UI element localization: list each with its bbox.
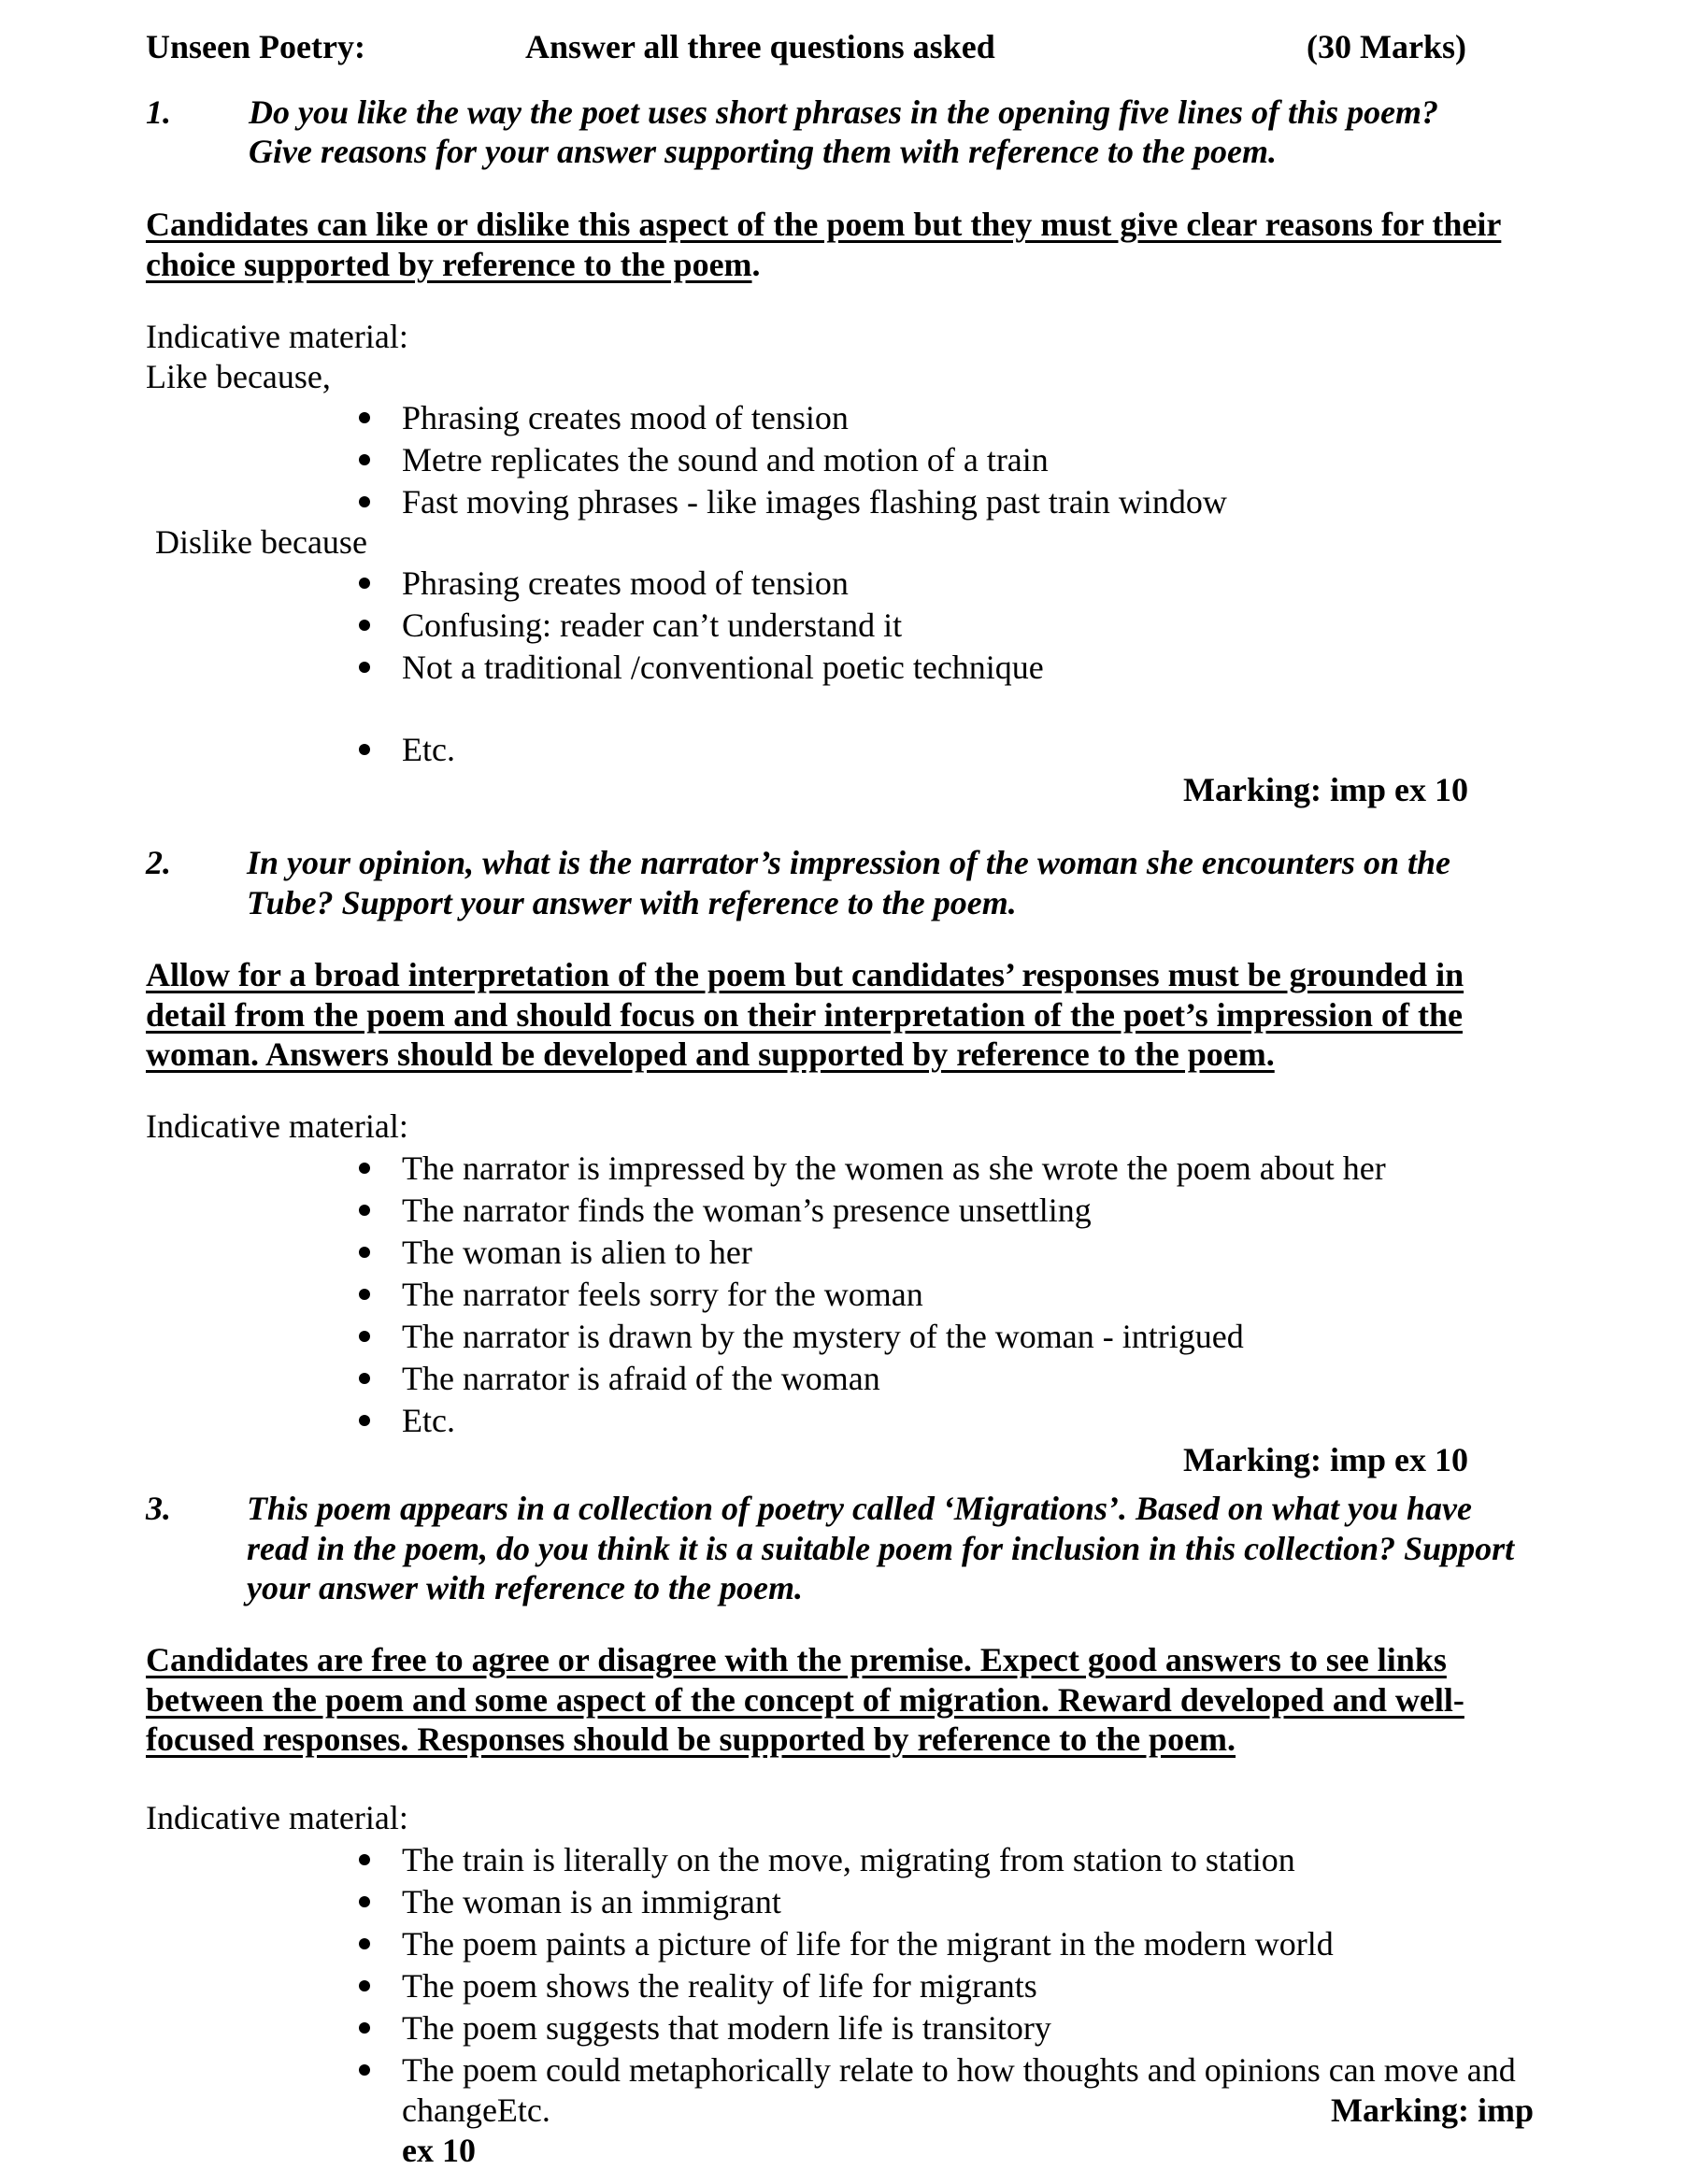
- bullet-icon: [359, 1415, 370, 1426]
- q1-dislike-label: Dislike because: [155, 523, 367, 561]
- bullet-icon: [359, 2022, 370, 2034]
- bullet-icon: [359, 744, 370, 755]
- bullet-icon: [359, 1373, 370, 1384]
- q3-question-line-2: read in the poem, do you think it is a suitable poem for inclusion in this collection? Support: [247, 1530, 1515, 1567]
- q2-guidance-line-3: woman. Answers should be developed and supported by reference to the poem.: [146, 1035, 1275, 1073]
- q3-marking-part-2: ex 10: [402, 2132, 476, 2169]
- q2-number: 2.: [146, 844, 171, 881]
- q1-guidance-line-2-text: choice supported by reference to the poem: [146, 246, 752, 283]
- bullet-icon: [359, 1247, 370, 1258]
- bullet-icon: [359, 1980, 370, 1991]
- q2-question-line-1: In your opinion, what is the narrator’s impression of the woman she encounters on the: [247, 844, 1450, 881]
- bullet-icon: [359, 1938, 370, 1949]
- q1-indicative-label: Indicative material:: [146, 318, 408, 355]
- bullet-icon: [359, 620, 370, 631]
- q3-question-line-1: This poem appears in a collection of poetry called ‘Migrations’. Based on what you have: [247, 1490, 1472, 1527]
- q1-like-label: Like because,: [146, 358, 331, 395]
- q3-guidance-line-1: Candidates are free to agree or disagree with the premise. Expect good answers to see links: [146, 1641, 1447, 1678]
- q1-guidance-line-2: [146, 244, 761, 285]
- bullet-icon: [359, 1854, 370, 1865]
- q3-number: 3.: [146, 1490, 171, 1527]
- q1-marking: Marking: imp ex 10: [1183, 771, 1468, 808]
- document-page: Unseen Poetry: Answer all three questions asked (30 Marks) 1. Do you like the way the poet uses short phrases in the opening five lines of this poem? Give reasons for your answer supporting them with reference to the poem. Candidates can like or dislike this aspect of the poem but they must give clear reasons for their choice supported by reference to the poem. Indicative material: Like because, Phrasing creates mood of tension Metre replicates the sound and motion of a train Fast moving phrases - like images flashing past train window Dislike because Phrasing creates mood of tension Confusing: reader can’t understand it Not a traditional /conventional poetic technique Etc. Marking: imp ex 10 2. In your opinion, what is the narrator’s impression of the woman she encounters on the Tube? Support your answer with reference to the poem. Allow for a broad interpretation of the poem but candidates’ responses must be grounded in detail from the poem and should focus on their interpretation of the poet’s impression of the woman. Answers should be developed and supported by reference to the poem. Indicative material: The narrator is impressed by the women as she wrote the poem about her The narrator finds the woman’s presence unsettling The woman is alien to her The narrator feels sorry for the woman The narrator is drawn by the mystery of the woman - intrigued The narrator is afraid of the woman Etc. Marking: imp ex 10 3. This poem appears in a collection of poetry called ‘Migrations’. Based on what you have read in the poem, do you think it is a suitable poem for inclusion in this collection? Support your answer with reference to the poem. Candidates are free to agree or disagree with the premise. Expect good answers to see links between the poem and some aspect of the concept of migration. Reward developed and well- focused responses. Responses should be supported by reference to the poem. Indicative material: The train is literally on the move, migrating from station to station The woman is an immigrant The poem paints a picture of life for the migrant in the modern world The poem shows the reality of life for migrants The poem suggests that modern life is transitory The poem could metaphorically relate to how thoughts and opinions can move and changeEtc. Marking: imp ex 10: [146, 28, 1535, 2169]
- q2-question-line-2: Tube? Support your answer with reference to the poem.: [247, 884, 1017, 921]
- q3-question-line-3: your answer with reference to the poem.: [247, 1569, 803, 1606]
- bullet-icon: [359, 2064, 370, 2076]
- q1-guidance-line-2-tail: .: [751, 246, 761, 283]
- bullet-icon: [359, 1896, 370, 1907]
- bullet-icon: [359, 496, 370, 507]
- q3-guidance-line-3: focused responses. Responses should be supported by reference to the poem.: [146, 1720, 1236, 1758]
- q2-indicative-label: Indicative material:: [146, 1107, 408, 1145]
- q1-guidance-line-1: Candidates can like or dislike this aspect of the poem but they must give clear reasons for their: [146, 206, 1502, 243]
- q3-marking-part-1: Marking: imp: [1331, 2091, 1535, 2129]
- q2-marking: Marking: imp ex 10: [1183, 1441, 1468, 1478]
- bullet-icon: [359, 1289, 370, 1300]
- q1-question-line-2: Give reasons for your answer supporting them with reference to the poem.: [249, 133, 1278, 170]
- bullet-icon: [359, 662, 370, 673]
- header-instruction: Answer all three questions asked: [525, 28, 995, 65]
- bullet-icon: [359, 412, 370, 423]
- q3-indicative-label: Indicative material:: [146, 1799, 408, 1836]
- bullet-icon: [359, 578, 370, 589]
- q3-last-line: changeEtc.: [402, 2091, 550, 2129]
- bullet-icon: [359, 454, 370, 465]
- bullet-icon: [359, 1163, 370, 1174]
- q1-number: 1.: [146, 93, 171, 131]
- header-marks: (30 Marks): [1307, 28, 1466, 65]
- q1-question-line-1: Do you like the way the poet uses short phrases in the opening five lines of this poem?: [249, 93, 1439, 131]
- bullet-icon: [359, 1331, 370, 1342]
- q3-guidance-line-2: between the poem and some aspect of the concept of migration. Reward developed and well-: [146, 1681, 1464, 1719]
- q2-guidance-line-1: Allow for a broad interpretation of the poem but candidates’ responses must be grounded in: [146, 956, 1464, 993]
- bullet-icon: [359, 1205, 370, 1216]
- q2-guidance-line-2: detail from the poem and should focus on their interpretation of the poet’s impression of the: [146, 996, 1463, 1034]
- header-title: Unseen Poetry:: [146, 28, 365, 65]
